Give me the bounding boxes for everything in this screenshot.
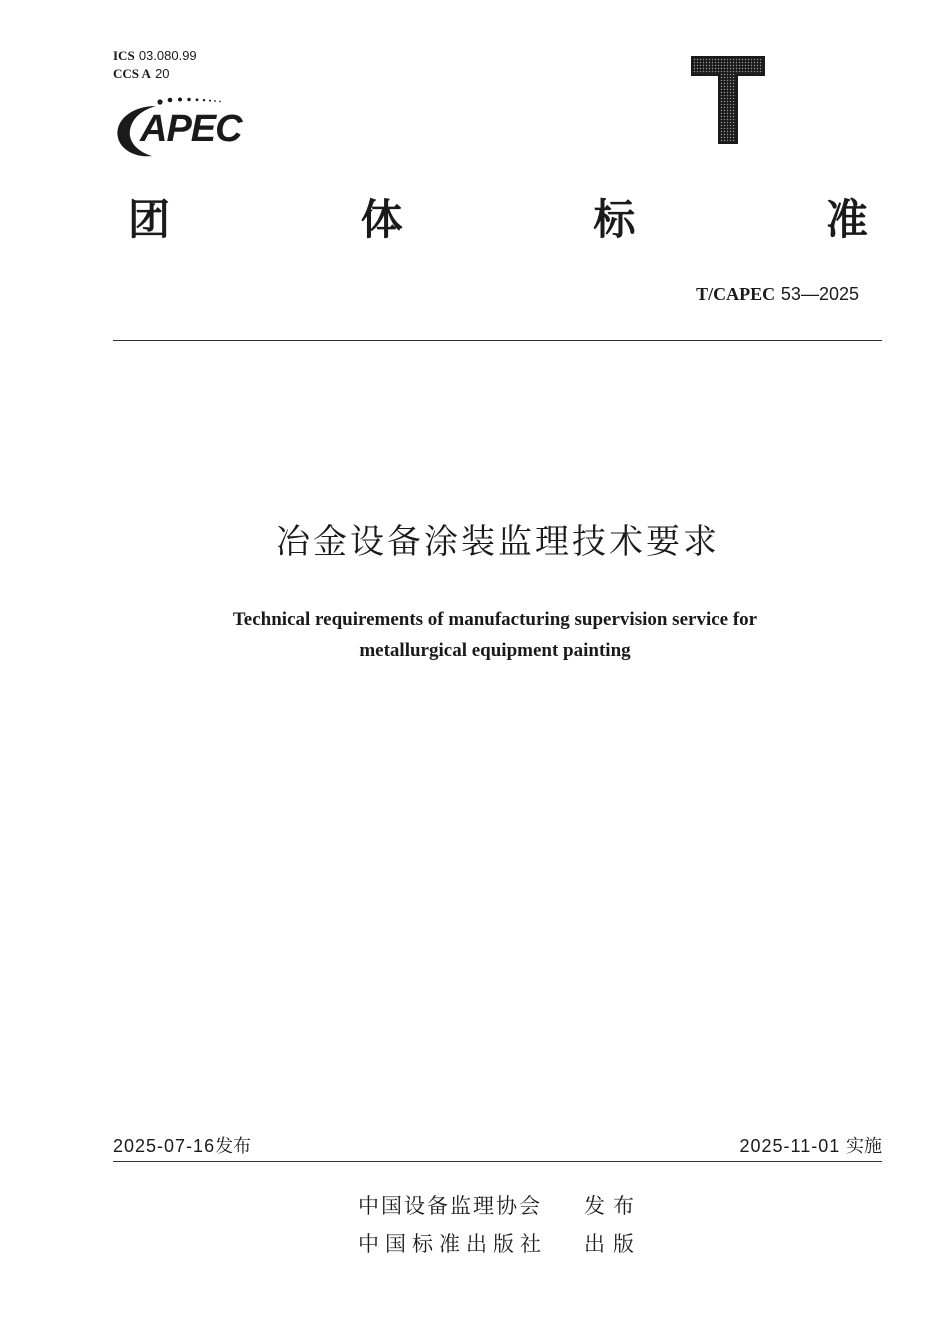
standard-letter-graphic bbox=[690, 55, 766, 145]
issue-date bbox=[113, 1132, 251, 1158]
implement-date-value: 2025-11-01 bbox=[739, 1136, 841, 1156]
issue-date-label: 发布 bbox=[215, 1136, 252, 1157]
document-type bbox=[128, 192, 868, 248]
title-chinese: 冶金设备涂装监理技术要求 bbox=[276, 522, 720, 562]
title-english-line-2: metallurgical equipment painting bbox=[359, 640, 631, 661]
ccs-code bbox=[113, 65, 197, 83]
footer-divider bbox=[113, 1161, 882, 1162]
classification-codes bbox=[113, 47, 197, 83]
implement-date bbox=[740, 1132, 882, 1158]
capec-logo bbox=[112, 92, 257, 164]
header-divider bbox=[113, 340, 882, 341]
ics-code bbox=[113, 47, 197, 65]
publisher-action: 出版 bbox=[584, 1232, 642, 1256]
logo-text: APEC bbox=[140, 108, 242, 150]
doc-number-value: 53—2025 bbox=[780, 284, 859, 304]
implement-date-label: 实施 bbox=[846, 1136, 882, 1157]
title-english bbox=[0, 604, 950, 666]
ccs-value: 20 bbox=[155, 66, 170, 81]
ccs-label: CCS A bbox=[113, 66, 151, 81]
ics-value: 03.080.99 bbox=[138, 48, 197, 63]
doc-type-char: 准 bbox=[825, 195, 868, 244]
document-number bbox=[696, 284, 859, 305]
title-english-line-1: Technical requirements of manufacturing supervision service for bbox=[232, 609, 758, 630]
publisher-org: 中国设备监理协会 bbox=[358, 1194, 542, 1218]
issue-date-value: 2025-07-16 bbox=[113, 1136, 216, 1156]
publisher-row bbox=[358, 1191, 642, 1221]
publisher-action: 发布 bbox=[584, 1194, 642, 1218]
ics-label: ICS bbox=[113, 48, 135, 63]
doc-type-char: 体 bbox=[360, 195, 403, 244]
doc-type-char: 标 bbox=[593, 195, 636, 244]
doc-number-prefix: T/CAPEC bbox=[696, 284, 776, 304]
standard-letter-mark bbox=[690, 55, 766, 145]
doc-type-char: 团 bbox=[128, 195, 171, 244]
publisher-org: 中国标准出版社 bbox=[358, 1232, 547, 1256]
publisher-row bbox=[358, 1229, 642, 1259]
